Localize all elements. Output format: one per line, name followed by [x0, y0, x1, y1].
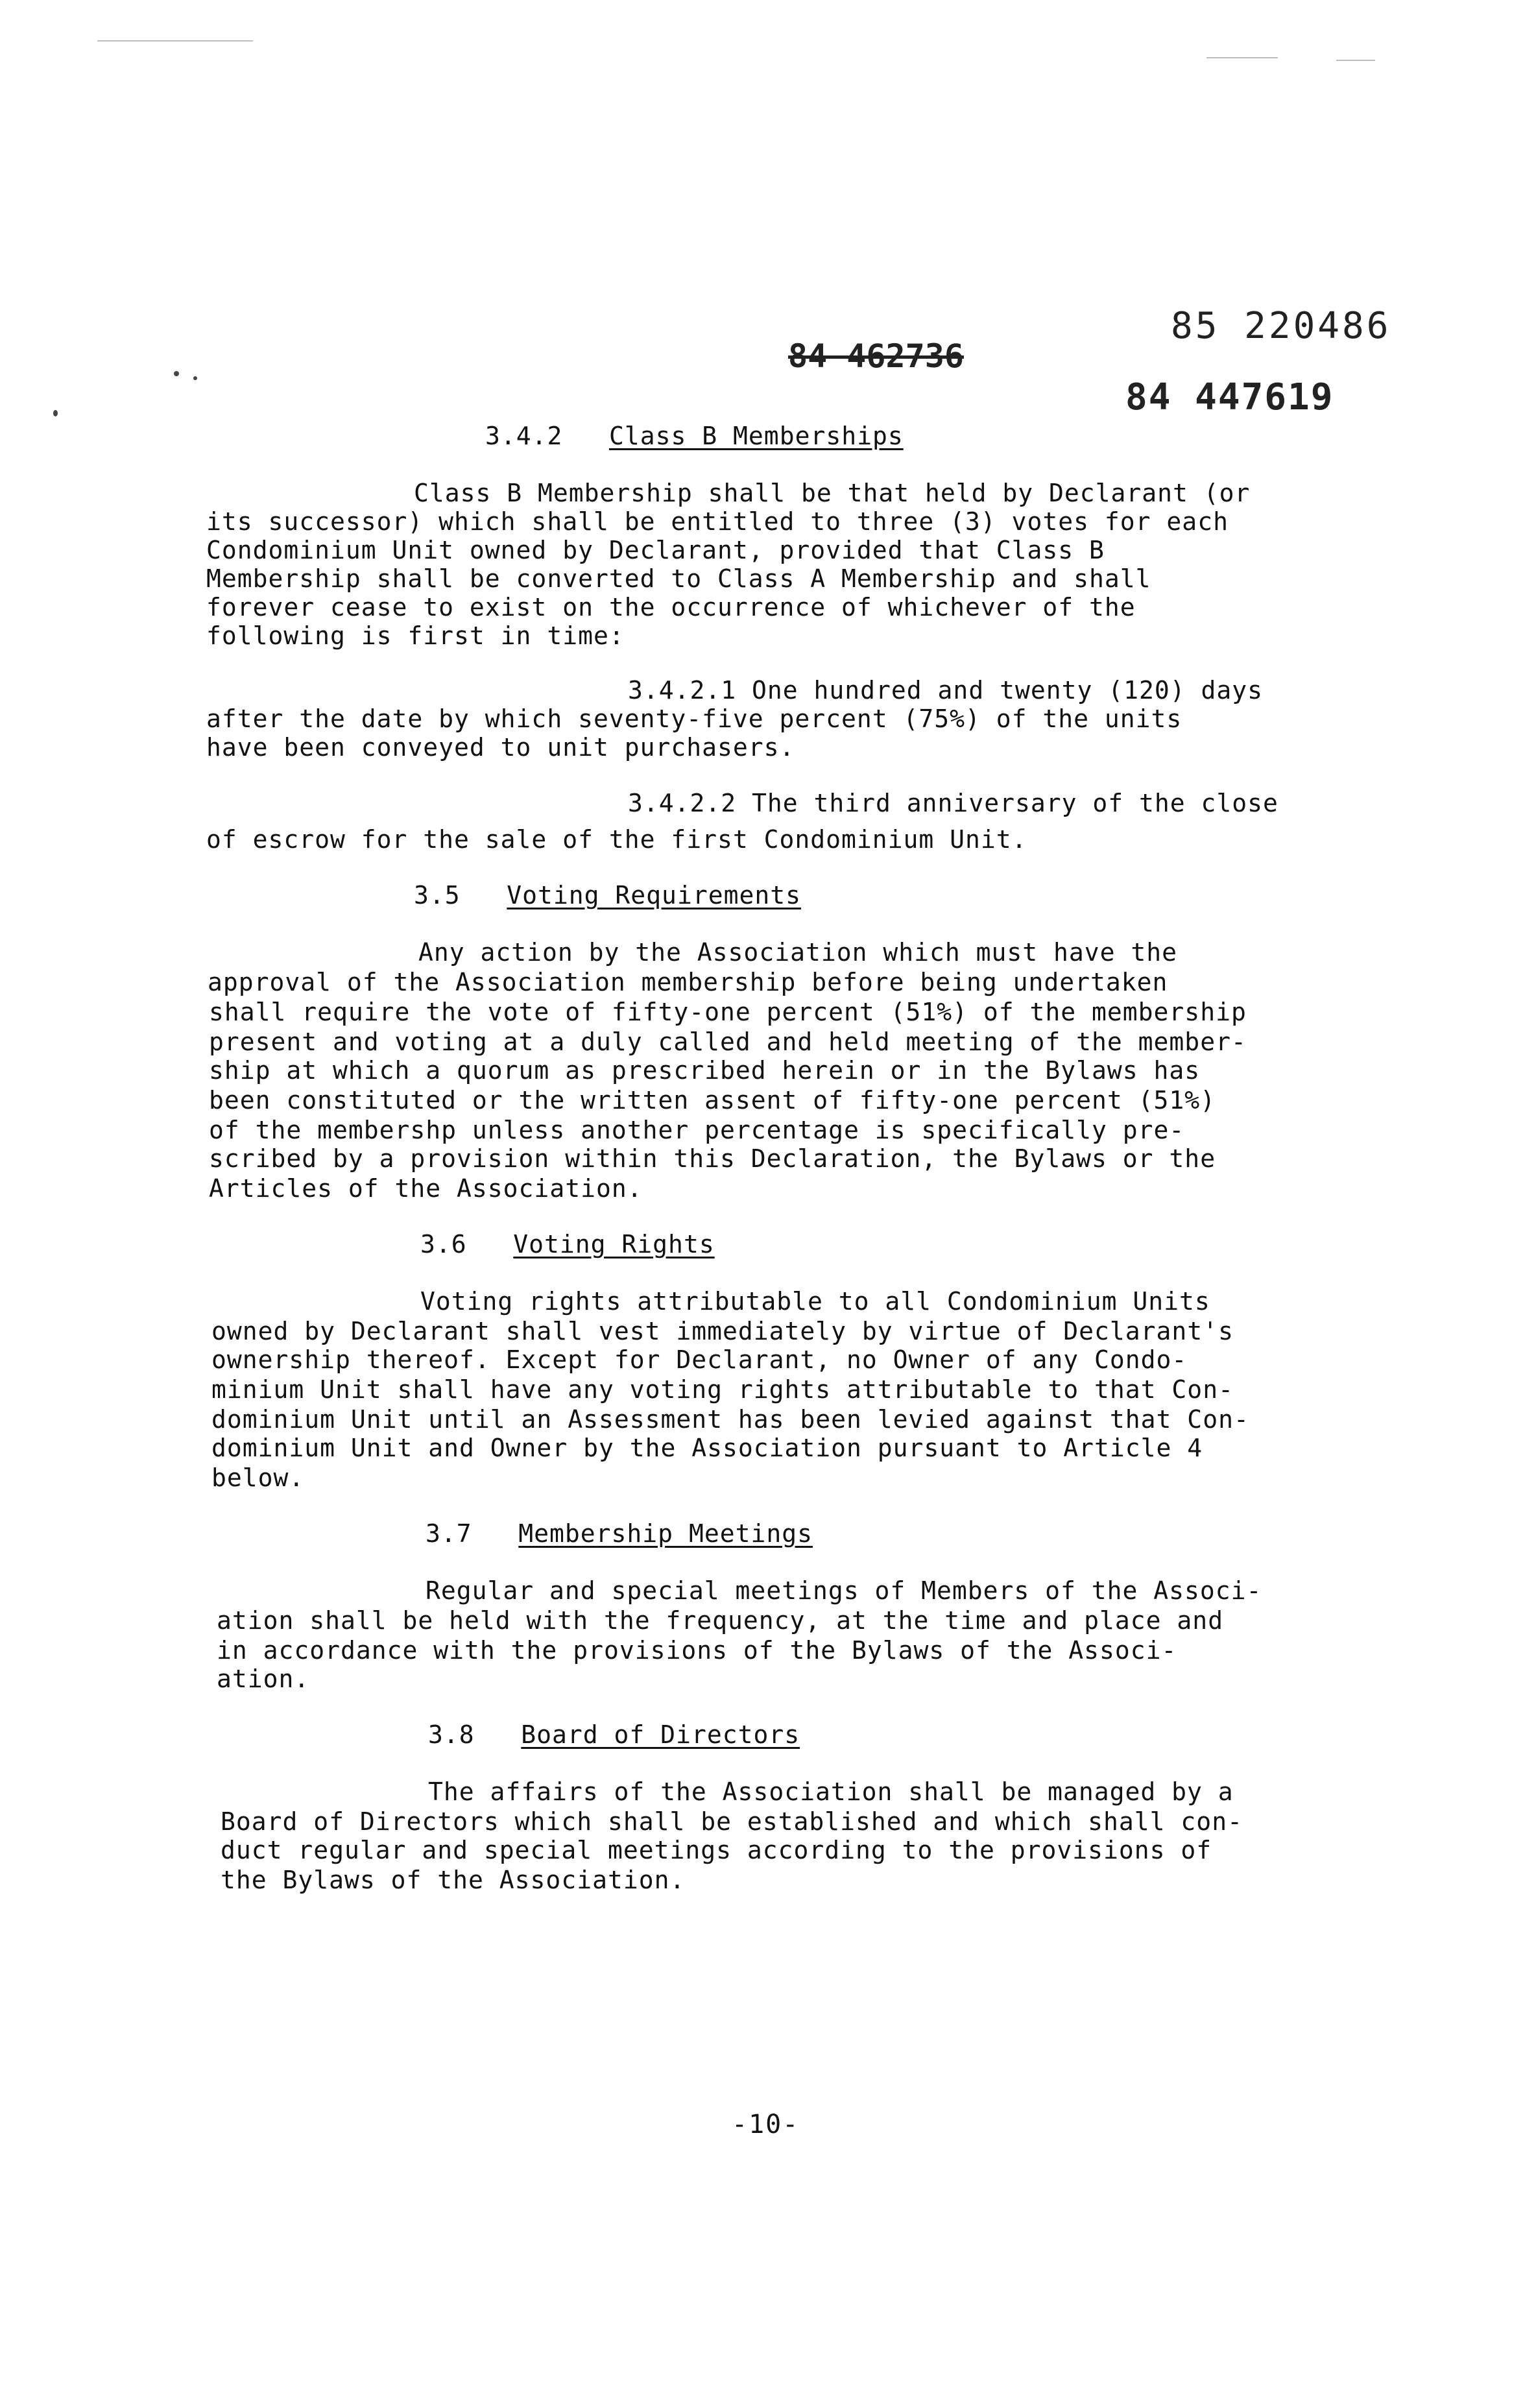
paragraph-line: dominium Unit and Owner by the Association pursuant to Article 4 — [211, 1434, 1203, 1462]
section-3-4-2-heading — [485, 422, 904, 450]
paragraph-line: following is first in time: — [206, 621, 625, 650]
paragraph-line: duct regular and special meetings according to the provisions of — [221, 1836, 1212, 1864]
scan-speck — [53, 410, 58, 416]
paragraph-line: ship at which a quorum as prescribed herein or in the Bylaws has — [209, 1056, 1201, 1085]
paragraph-line: The affairs of the Association shall be managed by a — [428, 1777, 1234, 1806]
paragraph-line: ownership thereof. Except for Declarant, no Owner of any Condo- — [211, 1345, 1188, 1374]
paragraph-line: of the membershp unless another percentage is specifically pre- — [209, 1116, 1185, 1144]
section-3-6-heading — [420, 1230, 715, 1258]
old-recording-number: 84 462736 — [788, 337, 964, 375]
scan-mark — [97, 40, 253, 42]
paragraph-line: of escrow for the sale of the first Condominium Unit. — [206, 825, 1027, 854]
paragraph-line: Class B Membership shall be that held by Declarant (or — [414, 479, 1251, 507]
section-3-8-heading — [428, 1720, 800, 1749]
section-title: Board of Directors — [521, 1720, 800, 1749]
paragraph-line: Regular and special meetings of Members of the Associ- — [426, 1576, 1262, 1605]
section-title: Membership Meetings — [518, 1519, 813, 1548]
paragraph-line: 3.4.2.2 The third anniversary of the close — [628, 789, 1278, 817]
section-title: Voting Requirements — [507, 881, 801, 909]
section-number: 3.5 — [414, 881, 461, 909]
section-title: Voting Rights — [513, 1230, 715, 1258]
section-number: 3.6 — [420, 1230, 467, 1258]
paragraph-line: approval of the Association membership before being undertaken — [208, 968, 1168, 996]
paragraph-line: minium Unit shall have any voting rights attributable to that Con- — [211, 1375, 1234, 1404]
paragraph-line: ation. — [217, 1665, 310, 1693]
paragraph-line: ation shall be held with the frequency, at the time and place and — [217, 1606, 1224, 1635]
paragraph-line: scribed by a provision within this Declaration, the Bylaws or the — [209, 1144, 1216, 1173]
page-number: -10- — [732, 2110, 800, 2139]
recording-number-1: 85 220486 — [1171, 305, 1391, 347]
paragraph-line: in accordance with the provisions of the Bylaws of the Associ- — [217, 1636, 1177, 1665]
paragraph-line: have been conveyed to unit purchasers. — [206, 733, 795, 762]
paragraph-line: dominium Unit until an Assessment has been levied against that Con- — [211, 1405, 1249, 1434]
scan-mark — [1336, 60, 1375, 61]
section-number: 3.7 — [426, 1519, 472, 1548]
section-number: 3.8 — [428, 1720, 475, 1749]
scan-speck — [193, 376, 197, 380]
paragraph-line: forever cease to exist on the occurrence of whichever of the — [206, 593, 1136, 621]
paragraph-line: Voting rights attributable to all Condominium Units — [420, 1287, 1210, 1316]
paragraph-line: Any action by the Association which must have the — [418, 938, 1178, 967]
paragraph-line: 3.4.2.1 One hundred and twenty (120) days — [628, 676, 1263, 704]
paragraph-line: Board of Directors which shall be established and which shall con- — [221, 1807, 1243, 1836]
paragraph-line: been constituted or the written assent of fifty-one percent (51%) — [209, 1086, 1216, 1114]
scan-mark — [1206, 57, 1278, 58]
paragraph-line: Articles of the Association. — [209, 1174, 643, 1203]
paragraph-line: owned by Declarant shall vest immediately by virtue of Declarant's — [211, 1317, 1234, 1345]
section-title: Class B Memberships — [609, 422, 904, 450]
recording-number-2: 84 447619 — [1125, 376, 1334, 418]
section-number: 3.4.2 — [485, 422, 563, 450]
paragraph-line: present and voting at a duly called and held meeting of the member- — [209, 1028, 1247, 1056]
section-3-5-heading — [414, 881, 801, 909]
paragraph-line: Condominium Unit owned by Declarant, provided that Class B — [206, 536, 1105, 564]
paragraph-line: its successor) which shall be entitled to three (3) votes for each — [206, 507, 1229, 536]
paragraph-line: after the date by which seventy-five percent (75%) of the units — [206, 704, 1182, 733]
paragraph-line: below. — [211, 1463, 305, 1492]
paragraph-line: Membership shall be converted to Class A Membership and shall — [206, 564, 1151, 593]
scan-speck — [174, 371, 179, 376]
paragraph-line: the Bylaws of the Association. — [221, 1866, 686, 1894]
paragraph-line: shall require the vote of fifty-one percent (51%) of the membership — [209, 998, 1247, 1026]
section-3-7-heading — [426, 1519, 813, 1548]
